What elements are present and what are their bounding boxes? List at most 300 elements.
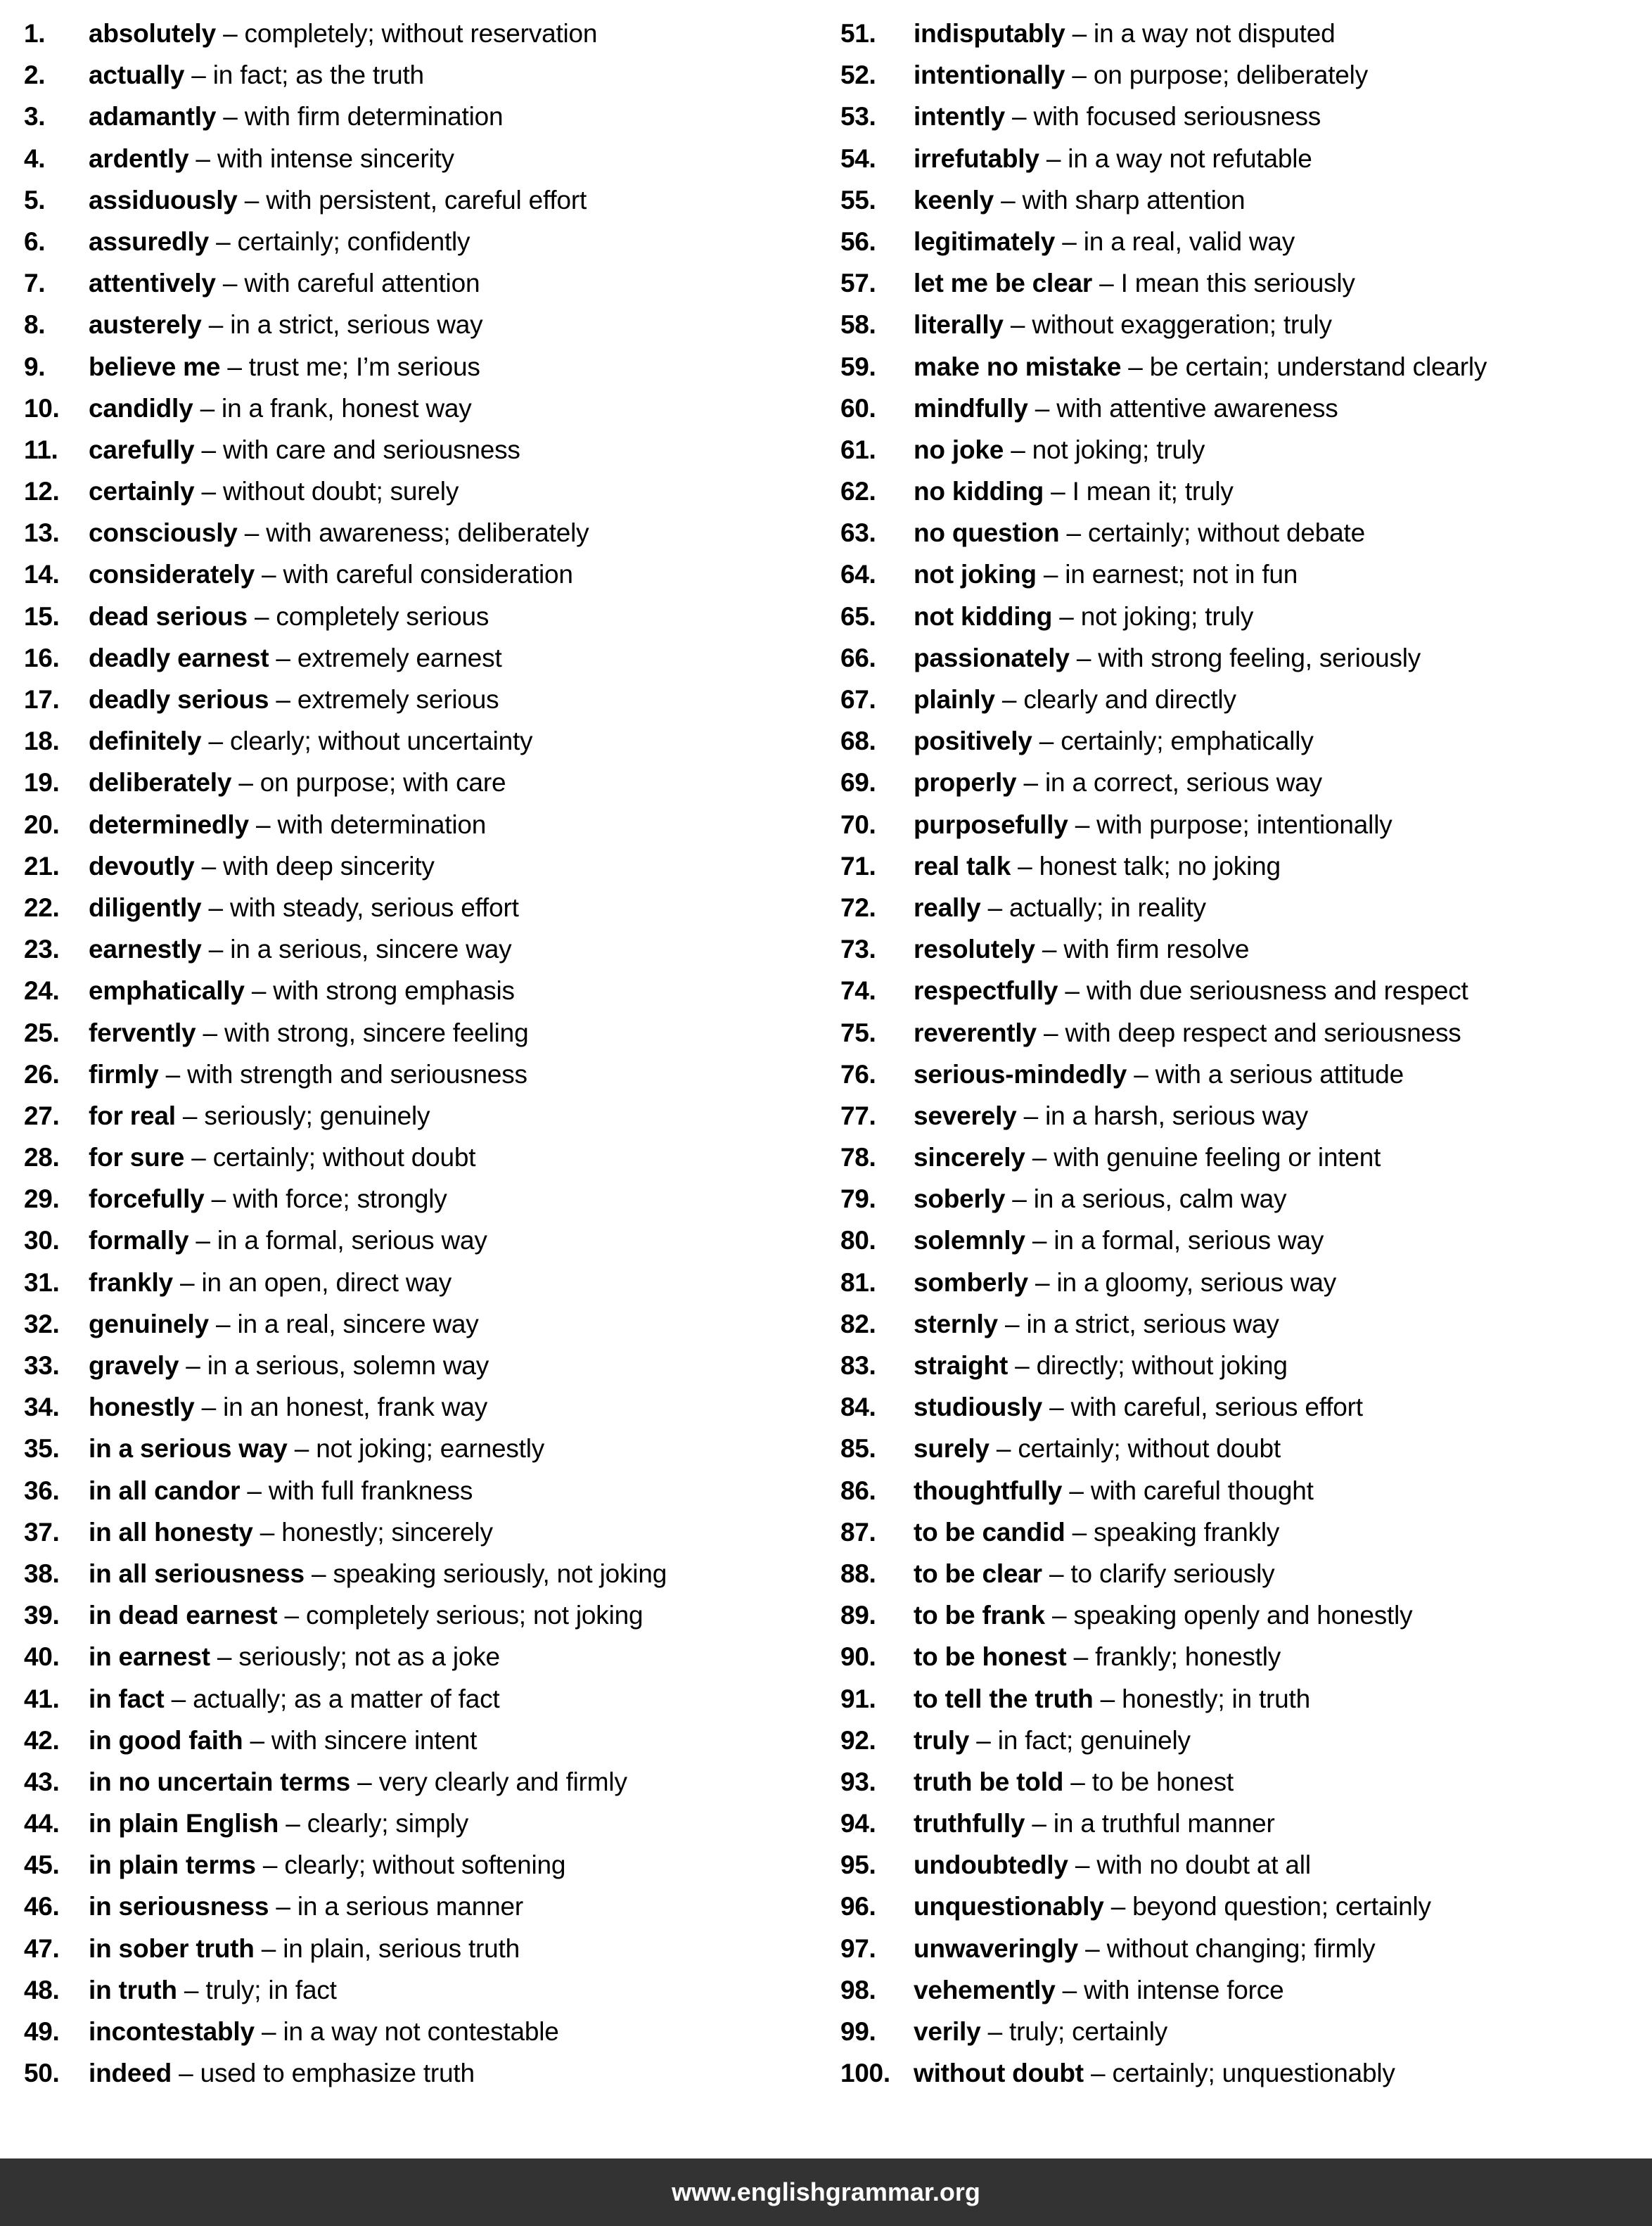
list-item — [24, 138, 822, 179]
list-item-definition: clearly; simply — [307, 1809, 469, 1838]
list-item-term: dead serious — [89, 601, 248, 631]
list-item-separator: – — [231, 768, 260, 798]
list-item-separator: – — [1004, 435, 1032, 464]
list-item-definition: in a way not refutable — [1068, 143, 1312, 173]
list-item-body — [89, 96, 503, 137]
list-item-number: 19. — [24, 768, 60, 798]
list-item-number: 80. — [840, 1226, 876, 1255]
list-item-number: 32. — [24, 1309, 60, 1338]
list-item-separator: – — [240, 1476, 269, 1505]
list-item-term: real talk — [914, 851, 1011, 881]
list-item-definition: with intense sincerity — [217, 143, 454, 173]
list-item-separator: – — [1063, 1767, 1092, 1796]
list-item-number: 29. — [24, 1184, 60, 1214]
list-item — [840, 1969, 1645, 2011]
list-item-body — [914, 887, 1206, 928]
list-item-term: to be candid — [914, 1517, 1065, 1547]
list-item — [840, 845, 1645, 887]
list-item-number: 100. — [840, 2059, 890, 2088]
list-item-term: formally — [89, 1226, 189, 1255]
list-item-definition: with genuine feeling or intent — [1054, 1143, 1381, 1172]
list-item-definition: with awareness; deliberately — [266, 518, 589, 548]
list-item — [840, 637, 1645, 679]
list-item-definition: in a serious, sincere way — [230, 935, 512, 964]
list-item-number: 39. — [24, 1601, 60, 1630]
list-item-body — [914, 1220, 1324, 1261]
list-item-definition: clearly and directly — [1023, 685, 1236, 714]
list-item-definition: very clearly and firmly — [378, 1767, 627, 1796]
list-item-separator: – — [254, 560, 283, 589]
list-item-separator: – — [1036, 1018, 1065, 1047]
list-item-separator: – — [350, 1767, 379, 1796]
list-item-number: 92. — [840, 1725, 876, 1755]
list-item-definition: with firm determination — [244, 102, 504, 132]
list-item-term: to be clear — [914, 1559, 1042, 1588]
list-item-body — [914, 637, 1421, 679]
list-item-body — [914, 138, 1312, 179]
list-item-term: assuredly — [89, 226, 209, 256]
list-item-body — [89, 304, 482, 345]
list-item-separator: – — [1044, 1601, 1074, 1630]
list-item — [840, 304, 1645, 345]
list-item — [24, 1386, 822, 1428]
list-item-separator: – — [1068, 810, 1097, 839]
list-item-separator: – — [1003, 310, 1032, 340]
list-item-number: 46. — [24, 1892, 60, 1921]
list-item-separator: – — [1042, 1559, 1071, 1588]
list-item-term: in fact — [89, 1684, 165, 1713]
list-item — [24, 96, 822, 137]
list-item-number: 17. — [24, 685, 60, 714]
list-item-body — [89, 1345, 489, 1386]
list-item-separator: – — [1068, 1850, 1097, 1880]
list-item-number: 21. — [24, 851, 60, 881]
list-item-term: ardently — [89, 143, 189, 173]
list-item-body — [914, 970, 1468, 1011]
list-item-separator: – — [1027, 393, 1057, 423]
list-item-number: 11. — [24, 435, 58, 464]
list-item — [840, 1345, 1645, 1386]
list-item-separator: – — [254, 2017, 283, 2046]
list-item — [840, 1386, 1645, 1428]
bottom-spacer — [0, 2115, 1652, 2158]
list-item — [24, 1553, 822, 1594]
list-item-term: sternly — [914, 1309, 998, 1338]
list-item-body — [89, 1470, 473, 1511]
list-item-body — [89, 1303, 479, 1345]
list-item-definition: on purpose; with care — [260, 768, 506, 798]
list-item-number: 89. — [840, 1601, 876, 1630]
list-item-definition: not joking; truly — [1032, 435, 1205, 464]
list-item-term: soberly — [914, 1184, 1006, 1214]
list-item-term: verily — [914, 2017, 981, 2046]
list-item-definition: speaking openly and honestly — [1073, 1601, 1413, 1630]
list-item-separator: – — [172, 1267, 202, 1297]
list-item-number: 65. — [840, 601, 876, 631]
list-item-separator: – — [164, 1684, 193, 1713]
list-item-definition: in plain, serious truth — [283, 1933, 520, 1963]
list-item-separator: – — [989, 1434, 1018, 1464]
list-item — [24, 346, 822, 388]
list-item-term: not joking — [914, 560, 1037, 589]
list-item-number: 20. — [24, 810, 60, 839]
list-item-definition: in a truthful manner — [1053, 1809, 1275, 1838]
list-item-number: 62. — [840, 477, 876, 506]
list-item-body — [89, 429, 520, 471]
list-item-definition: with sharp attention — [1022, 185, 1246, 215]
list-item-term: in a serious way — [89, 1434, 288, 1464]
list-item-number: 22. — [24, 893, 60, 922]
list-item-definition: seriously; not as a joke — [238, 1642, 500, 1672]
list-item — [24, 13, 822, 54]
list-item — [840, 596, 1645, 637]
list-item-body — [914, 1594, 1412, 1636]
list-item-separator: – — [1011, 851, 1039, 881]
list-item-body — [914, 1553, 1274, 1594]
list-item-definition: trust me; I’m serious — [248, 352, 480, 381]
list-item — [24, 388, 822, 429]
list-item-term: in seriousness — [89, 1892, 269, 1921]
list-item-number: 88. — [840, 1559, 876, 1588]
list-item-separator: – — [1055, 1975, 1084, 2004]
list-item-definition: with careful thought — [1090, 1476, 1314, 1505]
list-item-term: somberly — [914, 1267, 1028, 1297]
list-item-body — [914, 762, 1322, 803]
list-item-term: indisputably — [914, 19, 1065, 48]
list-item-definition: extremely serious — [297, 685, 499, 714]
list-item-definition: with intense force — [1084, 1975, 1284, 2004]
list-item-number: 5. — [24, 185, 46, 215]
list-item-body — [914, 1844, 1311, 1886]
list-item-definition: beyond question; certainly — [1132, 1892, 1431, 1921]
list-item-definition: in earnest; not in fun — [1065, 560, 1298, 589]
list-item-term: straight — [914, 1351, 1009, 1380]
list-item-term: truth be told — [914, 1767, 1064, 1796]
list-item-number: 15. — [24, 601, 60, 631]
list-item — [840, 1137, 1645, 1178]
list-item-term: literally — [914, 310, 1004, 340]
list-item-definition: in a formal, serious way — [1054, 1226, 1324, 1255]
list-item-term: firmly — [89, 1059, 159, 1089]
list-item — [24, 1636, 822, 1677]
list-item-term: candidly — [89, 393, 193, 423]
list-item — [24, 1095, 822, 1137]
list-item — [840, 471, 1645, 512]
list-item-body — [914, 388, 1338, 429]
list-item-term: emphatically — [89, 976, 245, 1006]
list-item-separator: – — [172, 2059, 200, 2088]
list-item-number: 9. — [24, 352, 46, 381]
list-item — [840, 1220, 1645, 1261]
list-item-term: unwaveringly — [914, 1933, 1079, 1963]
list-item-definition: without exaggeration; truly — [1032, 310, 1332, 340]
list-item — [24, 554, 822, 595]
list-item — [840, 1054, 1645, 1095]
list-item-body — [89, 1803, 468, 1844]
list-item-separator: – — [969, 1725, 998, 1755]
list-item-definition: in an open, direct way — [201, 1267, 452, 1297]
list-item-body — [914, 554, 1298, 595]
list-item-number: 36. — [24, 1476, 60, 1505]
list-item-body — [914, 1636, 1281, 1677]
list-item-body — [914, 1054, 1404, 1095]
list-item-term: austerely — [89, 310, 202, 340]
list-item — [840, 1511, 1645, 1553]
list-item — [24, 1178, 822, 1220]
list-item-term: in all honesty — [89, 1517, 253, 1547]
list-item-body — [914, 54, 1368, 96]
list-item — [840, 346, 1645, 388]
list-item-separator: – — [1055, 226, 1084, 256]
list-item-number: 78. — [840, 1143, 876, 1172]
list-item-body — [89, 554, 573, 595]
list-item-term: solemnly — [914, 1226, 1025, 1255]
list-item-separator: – — [1032, 727, 1061, 756]
list-item-definition: without doubt; surely — [222, 477, 459, 506]
footer-website-url: www.englishgrammar.org — [672, 2177, 980, 2206]
list-item-body — [89, 1761, 627, 1803]
list-item-term: in all seriousness — [89, 1559, 305, 1588]
list-item — [24, 1844, 822, 1886]
list-item-term: determinedly — [89, 810, 249, 839]
list-item-definition: with sincere intent — [271, 1725, 478, 1755]
list-item-body — [89, 262, 480, 304]
list-item-definition: certainly; without doubt — [1018, 1434, 1281, 1464]
list-item — [24, 970, 822, 1011]
list-item — [24, 1470, 822, 1511]
list-item-body — [89, 1678, 499, 1720]
list-item-body — [914, 1803, 1275, 1844]
list-item-term: properly — [914, 768, 1017, 798]
list-item-definition: not joking; earnestly — [316, 1434, 545, 1464]
list-item-separator: – — [254, 1933, 283, 1963]
list-item-definition: honestly; sincerely — [281, 1517, 493, 1547]
list-item-definition: with no doubt at all — [1096, 1850, 1311, 1880]
list-item-body — [89, 2052, 475, 2094]
list-item-term: genuinely — [89, 1309, 209, 1338]
list-item-definition: certainly; without doubt — [212, 1143, 476, 1172]
list-item-number: 94. — [840, 1809, 876, 1838]
list-item-number: 27. — [24, 1101, 60, 1130]
list-item — [24, 1012, 822, 1054]
list-item-term: attentively — [89, 269, 216, 298]
list-item-definition: in a gloomy, serious way — [1056, 1267, 1337, 1297]
list-item-definition: in a formal, serious way — [217, 1226, 487, 1255]
list-item-definition: honest talk; no joking — [1039, 851, 1281, 881]
list-item-body — [914, 1511, 1279, 1553]
list-item-term: let me be clear — [914, 269, 1093, 298]
list-item-definition: with steady, serious effort — [229, 893, 519, 922]
list-item-number: 30. — [24, 1226, 60, 1255]
list-item — [840, 1262, 1645, 1303]
list-item-number: 43. — [24, 1767, 60, 1796]
list-item-body — [914, 1303, 1279, 1345]
list-item-body — [914, 804, 1392, 845]
list-item-body — [89, 1969, 337, 2011]
list-item-definition: with persistent, careful effort — [266, 185, 587, 215]
list-item-number: 77. — [840, 1101, 876, 1130]
list-item-definition: completely serious; not joking — [305, 1601, 643, 1630]
list-item-number: 7. — [24, 269, 46, 298]
list-item-number: 23. — [24, 935, 60, 964]
list-item-separator: – — [194, 1393, 224, 1422]
list-item-separator: – — [1065, 1517, 1094, 1547]
list-item-body — [89, 471, 459, 512]
list-item — [840, 179, 1645, 221]
list-item-term: consciously — [89, 518, 238, 548]
list-item-definition: truly; in fact — [205, 1975, 337, 2004]
list-item-number: 8. — [24, 310, 46, 340]
list-item-definition: with strong feeling, seriously — [1098, 643, 1421, 672]
list-item-term: definitely — [89, 727, 202, 756]
list-item-definition: in fact; genuinely — [997, 1725, 1191, 1755]
list-item-number: 63. — [840, 518, 876, 548]
list-item-number: 55. — [840, 185, 876, 215]
list-item-definition: frankly; honestly — [1095, 1642, 1281, 1672]
list-item-number: 61. — [840, 435, 876, 464]
right-column — [826, 13, 1652, 2115]
list-item-number: 42. — [24, 1725, 60, 1755]
list-item-definition: with deep sincerity — [223, 851, 435, 881]
list-item-separator: – — [1036, 560, 1065, 589]
list-item-body — [914, 2011, 1167, 2052]
list-item-separator: – — [158, 1059, 188, 1089]
list-item-body — [89, 720, 532, 762]
list-item-number: 67. — [840, 685, 876, 714]
list-item-definition: speaking frankly — [1094, 1517, 1280, 1547]
list-item-separator: – — [1069, 643, 1099, 672]
list-item — [24, 221, 822, 262]
list-item-body — [89, 679, 499, 720]
list-item-separator: – — [208, 226, 238, 256]
list-item-term: intently — [914, 102, 1005, 132]
list-item — [24, 1886, 822, 1927]
list-item — [840, 262, 1645, 304]
list-item-number: 87. — [840, 1517, 876, 1547]
list-item — [840, 720, 1645, 762]
list-item-separator: – — [1005, 1184, 1034, 1214]
list-item-separator: – — [177, 1975, 206, 2004]
list-item-definition: in a harsh, serious way — [1045, 1101, 1308, 1130]
list-item-definition: with force; strongly — [233, 1184, 447, 1214]
list-item — [24, 1345, 822, 1386]
list-item-body — [914, 96, 1321, 137]
list-item-definition: extremely earnest — [297, 643, 502, 672]
list-item-term: without doubt — [914, 2059, 1084, 2088]
list-item-body — [89, 1386, 487, 1428]
list-item-definition: in a serious, calm way — [1033, 1184, 1287, 1214]
list-item-number: 3. — [24, 102, 46, 132]
list-item-number: 72. — [840, 893, 876, 922]
list-item-term: indeed — [89, 2059, 172, 2088]
list-item-term: irrefutably — [914, 143, 1039, 173]
list-item-body — [89, 1594, 643, 1636]
list-item-definition: in a way not disputed — [1094, 19, 1336, 48]
list-item-number: 53. — [840, 102, 876, 132]
list-item-term: not kidding — [914, 601, 1053, 631]
list-item-separator: – — [255, 1850, 285, 1880]
list-item-term: passionately — [914, 643, 1070, 672]
list-item-body — [89, 637, 502, 679]
list-item-separator: – — [201, 310, 231, 340]
list-item-body — [89, 762, 506, 803]
list-item-separator: – — [201, 893, 230, 922]
list-item-definition: certainly; unquestionably — [1112, 2059, 1395, 2088]
list-item-separator: – — [1004, 102, 1034, 132]
list-item — [840, 1720, 1645, 1761]
list-item-separator: – — [269, 643, 297, 672]
list-item-number: 1. — [24, 19, 46, 48]
list-item-separator: – — [179, 1351, 207, 1380]
list-item-body — [89, 2011, 559, 2052]
list-item-definition: in a serious manner — [297, 1892, 524, 1921]
list-item-separator: – — [184, 1143, 213, 1172]
list-item-number: 2. — [24, 60, 46, 90]
list-item-separator: – — [1008, 1351, 1037, 1380]
list-item-body — [914, 1262, 1336, 1303]
list-item-separator: – — [243, 1725, 271, 1755]
list-item — [840, 13, 1645, 54]
list-item-body — [914, 512, 1365, 554]
list-item-definition: used to emphasize truth — [200, 2059, 475, 2088]
list-item-body — [89, 1012, 528, 1054]
list-item-term: deadly serious — [89, 685, 269, 714]
list-item-term: no question — [914, 518, 1060, 548]
list-item-separator: – — [1059, 518, 1088, 548]
list-item-body — [89, 138, 454, 179]
list-item-body — [914, 1720, 1191, 1761]
list-item — [840, 1303, 1645, 1345]
list-item-definition: in a serious, solemn way — [207, 1351, 489, 1380]
list-item-separator: – — [216, 102, 245, 132]
list-item — [840, 679, 1645, 720]
list-item-separator: – — [994, 185, 1023, 215]
list-item-separator: – — [1025, 1226, 1054, 1255]
list-item-number: 83. — [840, 1351, 876, 1380]
list-item-definition: with attentive awareness — [1056, 393, 1338, 423]
list-item-separator: – — [994, 685, 1024, 714]
list-item-term: incontestably — [89, 2017, 255, 2046]
list-item-body — [89, 1137, 475, 1178]
list-item-number: 71. — [840, 851, 876, 881]
list-item — [840, 54, 1645, 96]
list-item-term: serious-mindedly — [914, 1059, 1127, 1089]
list-item-term: thoughtfully — [914, 1476, 1063, 1505]
list-item-number: 40. — [24, 1642, 60, 1672]
list-item-term: to be honest — [914, 1642, 1067, 1672]
list-item-separator: – — [188, 1226, 217, 1255]
list-item — [24, 804, 822, 845]
list-item-number: 73. — [840, 935, 876, 964]
list-item — [24, 1428, 822, 1469]
list-item — [840, 1428, 1645, 1469]
list-item-separator: – — [1058, 976, 1087, 1006]
list-item — [24, 845, 822, 887]
list-item-separator: – — [208, 1309, 238, 1338]
list-item-separator: – — [1039, 143, 1068, 173]
list-item-term: for sure — [89, 1143, 185, 1172]
list-item-separator: – — [248, 810, 278, 839]
list-item-definition: in a frank, honest way — [222, 393, 472, 423]
list-item-separator: – — [304, 1559, 333, 1588]
list-item — [24, 1928, 822, 1969]
list-item-number: 69. — [840, 768, 876, 798]
list-item-definition: completely; without reservation — [244, 19, 598, 48]
list-item-definition: with firm resolve — [1063, 935, 1250, 964]
list-item-term: certainly — [89, 477, 195, 506]
list-item — [24, 1511, 822, 1553]
list-item-number: 97. — [840, 1933, 876, 1963]
